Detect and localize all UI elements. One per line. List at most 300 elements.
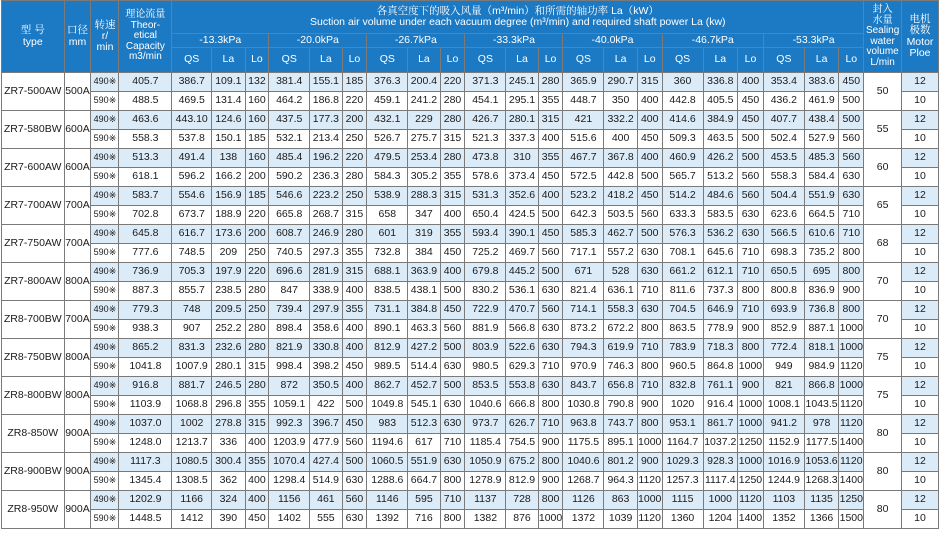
lo-cell: 710 bbox=[538, 358, 563, 377]
qs-cell: 960.5 bbox=[662, 358, 703, 377]
qs-cell: 1257.3 bbox=[662, 472, 703, 491]
table-header bbox=[2, 1, 939, 73]
header-vacuum-level: -13.3kPa bbox=[172, 34, 269, 48]
header-sub-la: La bbox=[310, 48, 342, 73]
la-cell: 790.8 bbox=[604, 396, 637, 415]
lo-cell: 355 bbox=[245, 396, 269, 415]
lo-cell: 630 bbox=[538, 282, 563, 301]
la-cell: 737.3 bbox=[703, 282, 737, 301]
pump-spec-table bbox=[1, 0, 939, 529]
qs-cell: 1103 bbox=[763, 491, 804, 510]
sealing-cell: 80 bbox=[864, 453, 902, 491]
la-cell: 246.9 bbox=[310, 225, 342, 244]
motor-cell: 10 bbox=[901, 282, 938, 301]
la-cell: 452.7 bbox=[408, 377, 440, 396]
qs-cell: 1372 bbox=[563, 510, 604, 529]
lo-cell: 315 bbox=[245, 358, 269, 377]
header-capacity bbox=[119, 1, 172, 73]
la-cell: 390.1 bbox=[506, 225, 538, 244]
qs-cell: 830.2 bbox=[465, 282, 506, 301]
lo-cell: 132 bbox=[245, 73, 269, 92]
lo-cell: 1120 bbox=[738, 491, 764, 510]
lo-cell: 400 bbox=[538, 187, 563, 206]
lo-cell: 500 bbox=[440, 377, 465, 396]
header-suction-en: Suction air volume under each vacuum degree (m³/min) and required shaft power La (kw) bbox=[310, 16, 726, 28]
qs-cell: 546.6 bbox=[269, 187, 310, 206]
lo-cell: 200 bbox=[245, 168, 269, 187]
lo-cell: 450 bbox=[440, 301, 465, 320]
qs-cell: 714.1 bbox=[563, 301, 604, 320]
qs-cell: 381.4 bbox=[269, 73, 310, 92]
qs-cell: 898.4 bbox=[269, 320, 310, 339]
qs-cell: 970.9 bbox=[563, 358, 604, 377]
lo-cell: 400 bbox=[440, 206, 465, 225]
motor-cell: 12 bbox=[901, 415, 938, 434]
speed-cell: 590※ bbox=[91, 320, 119, 339]
lo-cell: 400 bbox=[637, 149, 662, 168]
qs-cell: 485.4 bbox=[269, 149, 310, 168]
lo-cell: 400 bbox=[738, 73, 764, 92]
la-cell: 124.6 bbox=[212, 111, 245, 130]
header-sub-lo: Lo bbox=[342, 48, 367, 73]
header-motor bbox=[901, 1, 938, 73]
la-cell: 514.9 bbox=[310, 472, 342, 491]
lo-cell: 800 bbox=[839, 263, 864, 282]
model-cell: ZR8-700BW bbox=[2, 301, 65, 339]
qs-cell: 442.8 bbox=[662, 92, 703, 111]
qs-cell: 812.9 bbox=[367, 339, 408, 358]
la-cell: 462.7 bbox=[604, 225, 637, 244]
lo-cell: 185 bbox=[245, 187, 269, 206]
lo-cell: 1000 bbox=[637, 434, 662, 453]
lo-cell: 800 bbox=[839, 301, 864, 320]
la-cell: 522.6 bbox=[506, 339, 538, 358]
speed-cell: 490※ bbox=[91, 263, 119, 282]
header-vacuum-level: -53.3kPa bbox=[763, 34, 863, 48]
header-suction bbox=[172, 1, 864, 34]
la-cell: 188.9 bbox=[212, 206, 245, 225]
header-sub-qs: QS bbox=[563, 48, 604, 73]
la-cell: 812.9 bbox=[506, 472, 538, 491]
la-cell: 1000 bbox=[703, 491, 737, 510]
qs-cell: 460.9 bbox=[662, 149, 703, 168]
la-cell: 288.3 bbox=[408, 187, 440, 206]
qs-cell: 658 bbox=[367, 206, 408, 225]
lo-cell: 800 bbox=[538, 396, 563, 415]
lo-cell: 280 bbox=[245, 282, 269, 301]
la-cell: 583.5 bbox=[703, 206, 737, 225]
lo-cell: 560 bbox=[538, 244, 563, 263]
header-model-label: 型 号 type bbox=[20, 24, 45, 48]
lo-cell: 1400 bbox=[738, 510, 764, 529]
qs-cell: 732.8 bbox=[367, 244, 408, 263]
qs-cell: 739.4 bbox=[269, 301, 310, 320]
qs-cell: 601 bbox=[367, 225, 408, 244]
qs-cell: 616.7 bbox=[172, 225, 212, 244]
qs-cell: 803.9 bbox=[465, 339, 506, 358]
la-cell: 310 bbox=[506, 149, 538, 168]
la-cell: 527.9 bbox=[804, 130, 838, 149]
la-cell: 209.5 bbox=[212, 301, 245, 320]
capacity-cell: 1041.8 bbox=[119, 358, 172, 377]
lo-cell: 1500 bbox=[839, 510, 864, 529]
lo-cell: 500 bbox=[738, 149, 764, 168]
la-cell: 384.8 bbox=[408, 301, 440, 320]
lo-cell: 900 bbox=[637, 396, 662, 415]
la-cell: 566.8 bbox=[506, 320, 538, 339]
speed-cell: 590※ bbox=[91, 358, 119, 377]
lo-cell: 630 bbox=[342, 472, 367, 491]
qs-cell: 863.5 bbox=[662, 320, 703, 339]
qs-cell: 360 bbox=[662, 73, 703, 92]
table-row bbox=[2, 434, 939, 453]
header-speed-label: 转速 r/ min bbox=[94, 18, 116, 53]
qs-cell: 998.4 bbox=[269, 358, 310, 377]
model-cell: ZR8-800BW bbox=[2, 377, 65, 415]
lo-cell: 800 bbox=[440, 472, 465, 491]
lo-cell: 315 bbox=[440, 187, 465, 206]
qs-cell: 386.7 bbox=[172, 73, 212, 92]
capacity-cell: 463.6 bbox=[119, 111, 172, 130]
la-cell: 338.9 bbox=[310, 282, 342, 301]
la-cell: 131.4 bbox=[212, 92, 245, 111]
qs-cell: 772.4 bbox=[763, 339, 804, 358]
la-cell: 1053.6 bbox=[804, 453, 838, 472]
capacity-cell: 1037.0 bbox=[119, 415, 172, 434]
qs-cell: 725.2 bbox=[465, 244, 506, 263]
qs-cell: 1152.9 bbox=[763, 434, 804, 453]
qs-cell: 665.8 bbox=[269, 206, 310, 225]
la-cell: 553.8 bbox=[506, 377, 538, 396]
motor-cell: 12 bbox=[901, 263, 938, 282]
la-cell: 268.7 bbox=[310, 206, 342, 225]
lo-cell: 400 bbox=[637, 111, 662, 130]
motor-cell: 12 bbox=[901, 491, 938, 510]
capacity-cell: 736.9 bbox=[119, 263, 172, 282]
la-cell: 801.2 bbox=[604, 453, 637, 472]
qs-cell: 1203.9 bbox=[269, 434, 310, 453]
capacity-cell: 777.6 bbox=[119, 244, 172, 263]
qs-cell: 459.1 bbox=[367, 92, 408, 111]
lo-cell: 710 bbox=[440, 434, 465, 453]
qs-cell: 800.8 bbox=[763, 282, 804, 301]
capacity-cell: 1448.5 bbox=[119, 510, 172, 529]
la-cell: 109.1 bbox=[212, 73, 245, 92]
lo-cell: 280 bbox=[440, 92, 465, 111]
qs-cell: 843.7 bbox=[563, 377, 604, 396]
motor-cell: 12 bbox=[901, 301, 938, 320]
la-cell: 746.3 bbox=[604, 358, 637, 377]
la-cell: 177.3 bbox=[310, 111, 342, 130]
capacity-cell: 1248.0 bbox=[119, 434, 172, 453]
qs-cell: 907 bbox=[172, 320, 212, 339]
lo-cell: 220 bbox=[245, 206, 269, 225]
lo-cell: 630 bbox=[440, 415, 465, 434]
la-cell: 503.5 bbox=[604, 206, 637, 225]
motor-cell: 10 bbox=[901, 244, 938, 263]
header-sub-lo: Lo bbox=[738, 48, 764, 73]
la-cell: 384.9 bbox=[703, 111, 737, 130]
table-row bbox=[2, 396, 939, 415]
header-vacuum-level: -20.0kPa bbox=[269, 34, 367, 48]
lo-cell: 630 bbox=[738, 206, 764, 225]
lo-cell: 630 bbox=[738, 225, 764, 244]
qs-cell: 502.4 bbox=[763, 130, 804, 149]
la-cell: 463.5 bbox=[703, 130, 737, 149]
la-cell: 887.1 bbox=[804, 320, 838, 339]
la-cell: 558.3 bbox=[604, 301, 637, 320]
qs-cell: 992.3 bbox=[269, 415, 310, 434]
lo-cell: 800 bbox=[738, 339, 764, 358]
qs-cell: 504.4 bbox=[763, 187, 804, 206]
capacity-cell: 779.3 bbox=[119, 301, 172, 320]
lo-cell: 900 bbox=[839, 282, 864, 301]
speed-cell: 490※ bbox=[91, 225, 119, 244]
qs-cell: 821 bbox=[763, 377, 804, 396]
capacity-cell: 488.5 bbox=[119, 92, 172, 111]
lo-cell: 1000 bbox=[738, 453, 764, 472]
qs-cell: 642.3 bbox=[563, 206, 604, 225]
la-cell: 278.8 bbox=[212, 415, 245, 434]
la-cell: 536.1 bbox=[506, 282, 538, 301]
motor-cell: 12 bbox=[901, 225, 938, 244]
la-cell: 422 bbox=[310, 396, 342, 415]
la-cell: 155.1 bbox=[310, 73, 342, 92]
la-cell: 895.1 bbox=[604, 434, 637, 453]
lo-cell: 710 bbox=[538, 415, 563, 434]
table-row bbox=[2, 472, 939, 491]
la-cell: 836.9 bbox=[804, 282, 838, 301]
lo-cell: 1250 bbox=[839, 491, 864, 510]
lo-cell: 630 bbox=[839, 168, 864, 187]
lo-cell: 1250 bbox=[738, 434, 764, 453]
table-body bbox=[2, 73, 939, 529]
lo-cell: 315 bbox=[538, 111, 563, 130]
qs-cell: 531.3 bbox=[465, 187, 506, 206]
model-cell: ZR8-850W bbox=[2, 415, 65, 453]
la-cell: 396.7 bbox=[310, 415, 342, 434]
qs-cell: 873.2 bbox=[563, 320, 604, 339]
lo-cell: 280 bbox=[245, 320, 269, 339]
qs-cell: 473.8 bbox=[465, 149, 506, 168]
la-cell: 238.5 bbox=[212, 282, 245, 301]
la-cell: 245.1 bbox=[506, 73, 538, 92]
lo-cell: 630 bbox=[538, 320, 563, 339]
lo-cell: 900 bbox=[738, 377, 764, 396]
capacity-cell: 938.3 bbox=[119, 320, 172, 339]
lo-cell: 185 bbox=[245, 130, 269, 149]
la-cell: 319 bbox=[408, 225, 440, 244]
la-cell: 424.5 bbox=[506, 206, 538, 225]
la-cell: 1135 bbox=[804, 491, 838, 510]
lo-cell: 400 bbox=[440, 263, 465, 282]
la-cell: 398.2 bbox=[310, 358, 342, 377]
qs-cell: 740.5 bbox=[269, 244, 310, 263]
qs-cell: 1156 bbox=[269, 491, 310, 510]
qs-cell: 608.7 bbox=[269, 225, 310, 244]
table-row bbox=[2, 187, 939, 206]
lo-cell: 630 bbox=[637, 263, 662, 282]
qs-cell: 537.8 bbox=[172, 130, 212, 149]
qs-cell: 633.3 bbox=[662, 206, 703, 225]
lo-cell: 315 bbox=[342, 263, 367, 282]
qs-cell: 566.5 bbox=[763, 225, 804, 244]
la-cell: 336.8 bbox=[703, 73, 737, 92]
lo-cell: 800 bbox=[738, 282, 764, 301]
lo-cell: 280 bbox=[440, 111, 465, 130]
qs-cell: 515.6 bbox=[563, 130, 604, 149]
lo-cell: 710 bbox=[637, 339, 662, 358]
table-row bbox=[2, 339, 939, 358]
la-cell: 551.9 bbox=[804, 187, 838, 206]
lo-cell: 560 bbox=[440, 320, 465, 339]
lo-cell: 220 bbox=[342, 92, 367, 111]
qs-cell: 831.3 bbox=[172, 339, 212, 358]
qs-cell: 479.5 bbox=[367, 149, 408, 168]
qs-cell: 376.3 bbox=[367, 73, 408, 92]
lo-cell: 450 bbox=[440, 244, 465, 263]
la-cell: 253.4 bbox=[408, 149, 440, 168]
capacity-cell: 558.3 bbox=[119, 130, 172, 149]
qs-cell: 650.5 bbox=[763, 263, 804, 282]
la-cell: 629.3 bbox=[506, 358, 538, 377]
qs-cell: 717.1 bbox=[563, 244, 604, 263]
lo-cell: 710 bbox=[637, 377, 662, 396]
lo-cell: 710 bbox=[839, 225, 864, 244]
la-cell: 196.2 bbox=[310, 149, 342, 168]
lo-cell: 560 bbox=[738, 187, 764, 206]
header-bore-label: 口径 mm bbox=[66, 24, 88, 48]
motor-cell: 10 bbox=[901, 396, 938, 415]
lo-cell: 1120 bbox=[839, 396, 864, 415]
qs-cell: 443.10 bbox=[172, 111, 212, 130]
la-cell: 469.7 bbox=[506, 244, 538, 263]
qs-cell: 467.7 bbox=[563, 149, 604, 168]
qs-cell: 794.3 bbox=[563, 339, 604, 358]
la-cell: 695 bbox=[804, 263, 838, 282]
model-cell: ZR7-600AW bbox=[2, 149, 65, 187]
la-cell: 445.2 bbox=[506, 263, 538, 282]
la-cell: 336 bbox=[212, 434, 245, 453]
qs-cell: 371.3 bbox=[465, 73, 506, 92]
la-cell: 427.2 bbox=[408, 339, 440, 358]
qs-cell: 983 bbox=[367, 415, 408, 434]
lo-cell: 280 bbox=[538, 73, 563, 92]
lo-cell: 630 bbox=[342, 510, 367, 529]
table-row bbox=[2, 282, 939, 301]
la-cell: 332.2 bbox=[604, 111, 637, 130]
motor-cell: 10 bbox=[901, 130, 938, 149]
table-row bbox=[2, 111, 939, 130]
qs-cell: 705.3 bbox=[172, 263, 212, 282]
motor-cell: 12 bbox=[901, 377, 938, 396]
lo-cell: 400 bbox=[637, 92, 662, 111]
la-cell: 761.1 bbox=[703, 377, 737, 396]
lo-cell: 280 bbox=[342, 225, 367, 244]
la-cell: 536.2 bbox=[703, 225, 737, 244]
qs-cell: 469.5 bbox=[172, 92, 212, 111]
lo-cell: 1000 bbox=[538, 510, 563, 529]
lo-cell: 800 bbox=[538, 491, 563, 510]
la-cell: 656.8 bbox=[604, 377, 637, 396]
qs-cell: 1030.8 bbox=[563, 396, 604, 415]
qs-cell: 1068.8 bbox=[172, 396, 212, 415]
qs-cell: 821.9 bbox=[269, 339, 310, 358]
la-cell: 646.9 bbox=[703, 301, 737, 320]
header-sub-qs: QS bbox=[465, 48, 506, 73]
speed-cell: 590※ bbox=[91, 130, 119, 149]
lo-cell: 400 bbox=[245, 434, 269, 453]
lo-cell: 160 bbox=[245, 149, 269, 168]
qs-cell: 558.3 bbox=[763, 168, 804, 187]
lo-cell: 500 bbox=[738, 130, 764, 149]
qs-cell: 1040.6 bbox=[465, 396, 506, 415]
lo-cell: 200 bbox=[245, 225, 269, 244]
lo-cell: 315 bbox=[245, 415, 269, 434]
lo-cell: 630 bbox=[637, 301, 662, 320]
la-cell: 383.6 bbox=[804, 73, 838, 92]
table-row bbox=[2, 168, 939, 187]
qs-cell: 1412 bbox=[172, 510, 212, 529]
header-sub-lo: Lo bbox=[440, 48, 465, 73]
capacity-cell: 1202.9 bbox=[119, 491, 172, 510]
table-row bbox=[2, 301, 939, 320]
table-row bbox=[2, 206, 939, 225]
qs-cell: 593.4 bbox=[465, 225, 506, 244]
lo-cell: 560 bbox=[538, 301, 563, 320]
qs-cell: 421 bbox=[563, 111, 604, 130]
lo-cell: 355 bbox=[538, 149, 563, 168]
la-cell: 728 bbox=[506, 491, 538, 510]
la-cell: 718.3 bbox=[703, 339, 737, 358]
la-cell: 305.2 bbox=[408, 168, 440, 187]
speed-cell: 590※ bbox=[91, 510, 119, 529]
qs-cell: 881.7 bbox=[172, 377, 212, 396]
la-cell: 645.6 bbox=[703, 244, 737, 263]
la-cell: 617 bbox=[408, 434, 440, 453]
lo-cell: 630 bbox=[637, 244, 662, 263]
qs-cell: 679.8 bbox=[465, 263, 506, 282]
model-cell: ZR7-800AW bbox=[2, 263, 65, 301]
lo-cell: 250 bbox=[342, 130, 367, 149]
la-cell: 296.8 bbox=[212, 396, 245, 415]
la-cell: 281.9 bbox=[310, 263, 342, 282]
capacity-cell: 916.8 bbox=[119, 377, 172, 396]
speed-cell: 490※ bbox=[91, 415, 119, 434]
lo-cell: 800 bbox=[637, 320, 662, 339]
lo-cell: 1000 bbox=[738, 358, 764, 377]
la-cell: 236.3 bbox=[310, 168, 342, 187]
qs-cell: 853.5 bbox=[465, 377, 506, 396]
la-cell: 427.4 bbox=[310, 453, 342, 472]
lo-cell: 800 bbox=[637, 358, 662, 377]
speed-cell: 490※ bbox=[91, 73, 119, 92]
qs-cell: 953.1 bbox=[662, 415, 703, 434]
model-cell: ZR7-580BW bbox=[2, 111, 65, 149]
qs-cell: 748.5 bbox=[172, 244, 212, 263]
lo-cell: 450 bbox=[738, 92, 764, 111]
la-cell: 978 bbox=[804, 415, 838, 434]
la-cell: 330.8 bbox=[310, 339, 342, 358]
la-cell: 350.5 bbox=[310, 377, 342, 396]
bore-cell: 700A bbox=[64, 301, 91, 339]
la-cell: 818.1 bbox=[804, 339, 838, 358]
header-motor-label: 电机 极数 Motor Ploe bbox=[906, 13, 934, 59]
header-vacuum-level: -26.7kPa bbox=[367, 34, 465, 48]
lo-cell: 1120 bbox=[839, 358, 864, 377]
lo-cell: 355 bbox=[342, 301, 367, 320]
capacity-cell: 702.8 bbox=[119, 206, 172, 225]
